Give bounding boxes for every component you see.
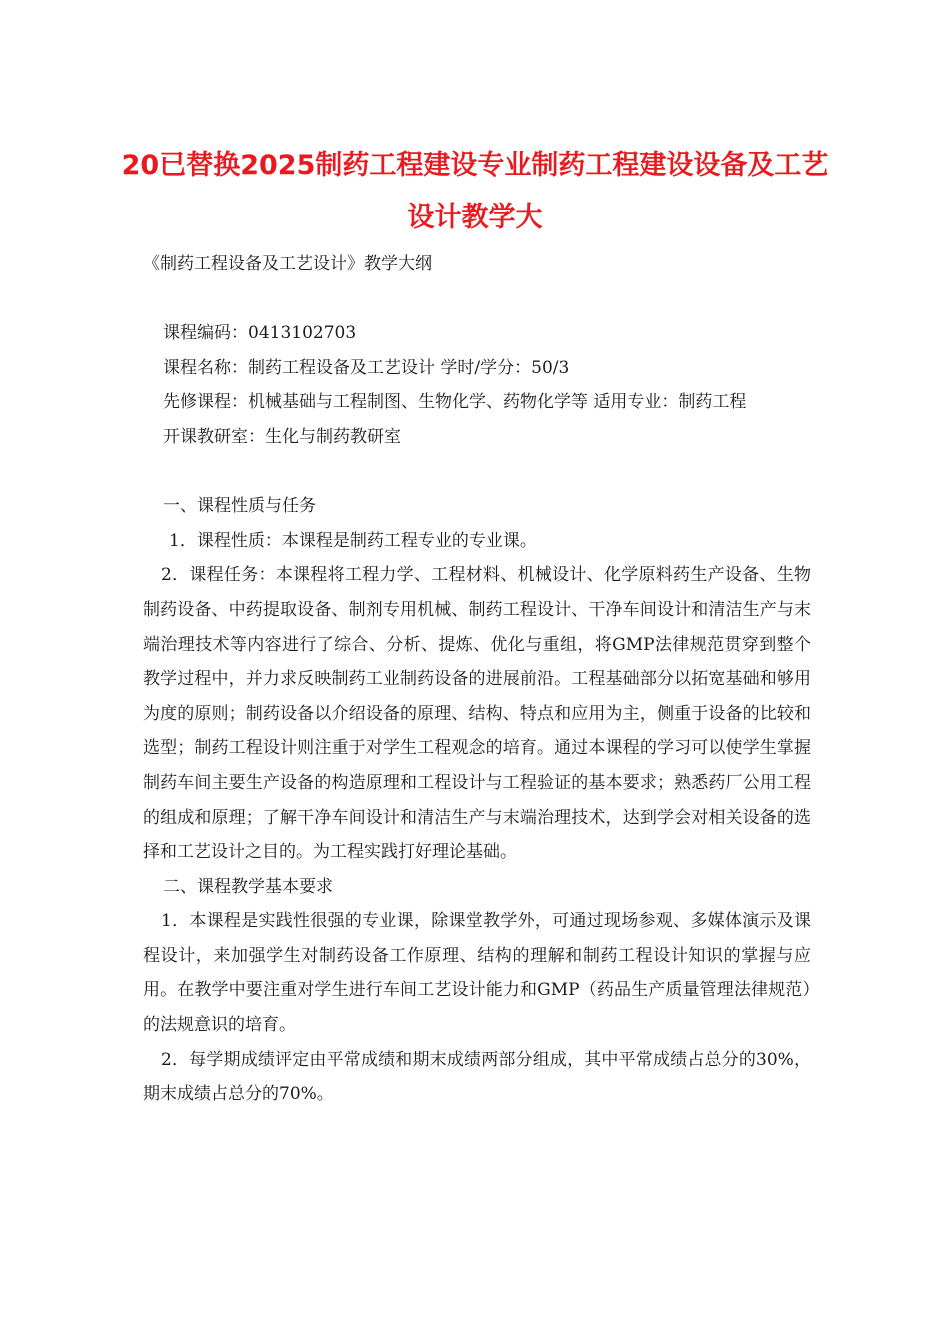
section2-item2: 2．每学期成绩评定由平常成绩和期末成绩两部分组成，其中平常成绩占总分的30%，期末成绩占总分的70%。 [143,1049,811,1105]
section1-item1: 1．课程性质：本课程是制药工程专业的专业课。 [169,530,537,551]
section2-item1: 1．本课程是实践性很强的专业课，除课堂教学外，可通过现场参观、多媒体演示及课程设计，来加强学生对制药设备工作原理、结构的理解和制药工程设计知识的掌握与应用。在教学中要注重对学生进行车间工艺设计能力和GMP（药品生产质量管理法律规范）的法规意识的培育。 [143,911,811,1036]
syllabus-subtitle: 《制药工程设备及工艺设计》教学大纲 [143,254,432,274]
spacer [143,282,811,317]
course-prerequisites: 先修课程：机械基础与工程制图、生物化学、药物化学等 适用专业：制药工程 [163,392,747,413]
course-name: 课程名称：制药工程设备及工艺设计 学时/学分：50/3 [163,357,570,378]
section-heading-2: 二、课程教学基本要求 [163,876,333,897]
course-code: 课程编码：0413102703 [163,323,357,344]
section-heading-1: 一、课程性质与任务 [163,496,316,517]
document-body [143,247,811,1112]
spacer [143,455,811,490]
document-title: 20已替换2025制药工程建设专业制药工程建设设备及工艺设计教学大 [121,150,829,233]
section1-item2: 2．课程任务：本课程将工程力学、工程材料、机械设计、化学原料药生产设备、生物制药设备、中药提取设备、制剂专用机械、制药工程设计、干净车间设计和清洁生产与末端治理技术等内容进行了综合、分析、提炼、优化与重组，将GMP法律规范贯穿到整个教学过程中，并力求反映制药工业制药设备的进展前沿。工程基础部分以拓宽基础和够用为度的原则；制药设备以介绍设备的原理、结构、特点和应用为主，侧重于设备的比较和选型；制药工程设计则注重于对学生工程观念的培育。通过本课程的学习可以使学生掌握制药车间主要生产设备的构造原理和工程设计与工程验证的基本要求；熟悉药厂公用工程的组成和原理；了解干净车间设计和清洁生产与末端治理技术，达到学会对相关设备的选择和工艺设计之目的。为工程实践打好理论基础。 [143,565,811,863]
course-department: 开课教研室：生化与制药教研室 [163,426,401,447]
